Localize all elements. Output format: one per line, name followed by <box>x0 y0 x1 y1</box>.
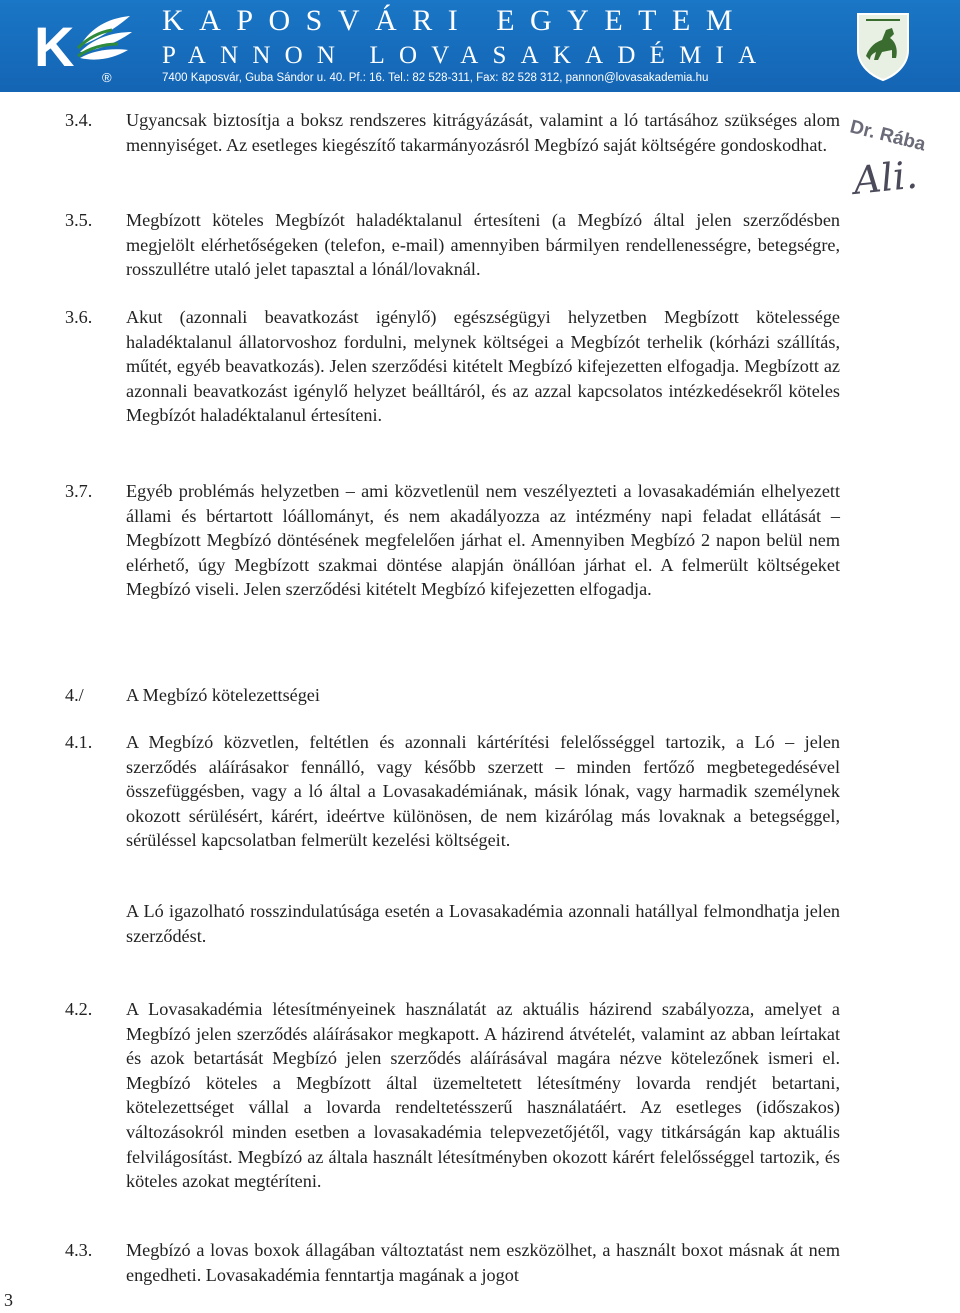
section-4-1 <box>65 730 840 853</box>
section-number: 3.7. <box>65 481 93 501</box>
section-text: Ugyancsak biztosítja a boksz rendszeres kitrágyázását, valamint a ló tartásához szükséges alom mennyiséget. Az esetleges kiegészítő takarmányozásról Megbízó saját költségére gondoskodhat. <box>126 110 840 155</box>
section-3-4 <box>65 108 840 157</box>
section-text: A Ló igazolható rosszindulatúsága esetén a Lovasakadémia azonnali hatállyal felmondhatja jelen szerződést. <box>126 901 840 946</box>
section-3-5 <box>65 208 840 282</box>
section-number: 3.6. <box>65 307 93 327</box>
section-4-1-continued <box>65 899 840 948</box>
signature-handwritten: Ali. <box>851 152 920 203</box>
contact-address: 7400 Kaposvár, Guba Sándor u. 40. Pf.: 16. Tel.: 82 528-311, Fax: 82 528 312, pannon@lovasakademia.hu <box>162 72 709 84</box>
academy-name: PANNON LOVASAKADÉMIA <box>162 42 771 69</box>
header-banner <box>0 0 960 92</box>
page-number: 3 <box>4 1290 13 1310</box>
signature-stamp <box>845 108 960 208</box>
section-title: A Megbízó kötelezettségei <box>126 685 320 705</box>
section-number: 4.1. <box>65 732 93 752</box>
section-text: Megbízó a lovas boxok állagában változtatást nem eszközölhet, a használt boxot másnak át nem engedheti. Lovasakadémia fenntartja magának a jogot <box>126 1240 840 1285</box>
section-number: 4.2. <box>65 999 93 1019</box>
section-3-7 <box>65 479 840 602</box>
university-logo-icon <box>30 8 140 86</box>
university-name: KAPOSVÁRI EGYETEM <box>162 4 748 37</box>
section-4-2 <box>65 997 840 1194</box>
section-3-6 <box>65 305 840 428</box>
section-heading-4 <box>65 683 840 708</box>
section-number: 3.4. <box>65 110 93 130</box>
logo-letter: K <box>34 15 75 78</box>
section-number: 4.3. <box>65 1240 93 1260</box>
signature-printed-name: Dr. Rába <box>847 116 928 156</box>
horse-crest-icon <box>852 10 914 82</box>
section-text: Megbízott köteles Megbízót haladéktalanul értesíteni (a Megbízó által jelen szerződésben megjelölt elérhetőségeken (telefon, e-mail) amennyiben bármilyen rendellenességre, betegségre, rosszullétre utaló jelet tapasztal a lónál/lovaknál. <box>126 210 840 280</box>
section-text: A Lovasakadémia létesítményeinek használatát az aktuális házirend szabályozza, amelyet a Megbízó jelen szerződés aláírásakor megkapott. A házirend átvételét, valamint az abban leírtakat és azok betartását Megbízó jelen szerződés aláírásával magára nézve kötelezőnek ismeri el. Megbízó köteles a Megbízott által üzemeltetett létesítmény lovarda rendjét betartani, kötelezettséget vállal a lovarda rendeltetésszerű használatáért. Az esetleges (időszakos) változásokról minden esetben a lovasakadémia telepvezetőjétől, vagy titkárságán kap aktuális felvilágosítást. Megbízó az általa használt létesítményben okozott kárért felelősséggel tartozik, és köteles azokat megtéríteni. <box>126 999 840 1192</box>
section-number: 4./ <box>65 685 84 705</box>
section-text: A Megbízó közvetlen, feltétlen és azonnali kártérítési felelősséggel tartozik, a Ló – jelen szerződés aláírásakor fennálló, vagy később szerzett – minden fertőző megbetegedésével összefüggésben, vagy a ló által a Lovasakadémiának, másik lónak, vagy harmadik személynek okozott sérülésért, kárért, ideértve különösen, de nem kizárólag más lovaknak a betegséggel, sérüléssel kapcsolatban felmerült kezelési költségeit. <box>126 732 840 851</box>
section-text: Egyéb problémás helyzetben – ami közvetlenül nem veszélyezteti a lovasakadémián elhelyezett állami és bértartott lóállományt, és nem akadályozza az intézmény napi feladat ellátását – Megbízott Megbízó döntésének megfelelően járhat el. Amennyiben Megbízó 2 napon belül nem elérhető, úgy Megbízott szakmai döntése alapján önállóan járhat el. A felmerült költségeket Megbízó viseli. Jelen szerződési kitételt Megbízó kifejezetten elfogadja. <box>126 481 840 600</box>
section-4-3 <box>65 1238 840 1287</box>
section-text: Akut (azonnali beavatkozást igénylő) egészségügyi helyzetben Megbízott kötelessége haladéktalanul állatorvoshoz fordulni, melynek költségei a Megbízót terhelik (kórházi szállítás, műtét, egyéb beavatkozás). Jelen szerződési kitételt Megbízó kifejezetten elfogadja. Megbízott az azonnali beavatkozást igénylő helyzet beálltáról, és az azzal kapcsolatos intézkedésekről köteles Megbízót haladéktalanul értesíteni. <box>126 307 840 426</box>
section-number: 3.5. <box>65 210 93 230</box>
logo-registered-mark: ® <box>102 70 112 85</box>
